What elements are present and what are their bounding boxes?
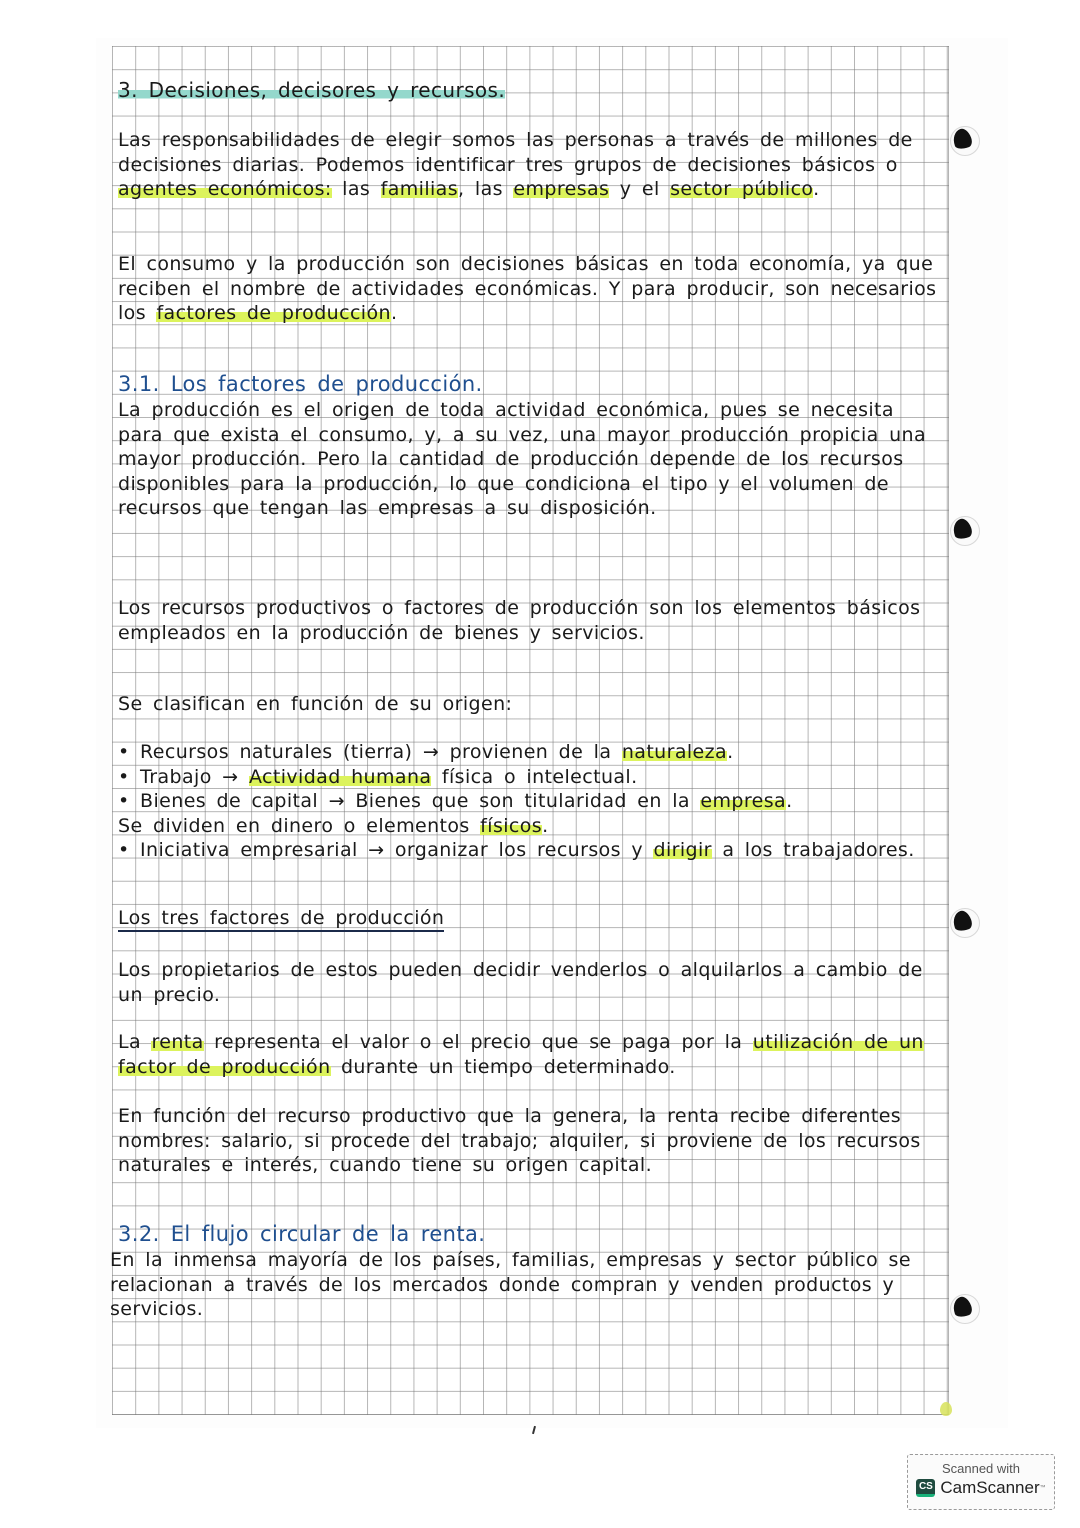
section-3-1-paragraph-2	[118, 596, 938, 645]
text: , las	[458, 178, 514, 200]
text: Recursos naturales (tierra)	[140, 741, 413, 763]
text: representa el valor o el precio que se paga por la	[203, 1031, 753, 1053]
binder-hole-icon	[950, 126, 980, 156]
watermark-caption: Scanned with	[941, 1461, 1021, 1476]
camscanner-logo-icon: CS	[916, 1479, 935, 1497]
trademark: ™	[1039, 1485, 1046, 1491]
section-3-1-paragraph-5	[118, 1030, 938, 1079]
text: Los propietarios de estos pueden decidir venderlos o alquilarlos a cambio de un precio.	[118, 959, 923, 1006]
text: En función del recurso productivo que la genera, la renta recibe diferentes nombres: salario, si procede del trabajo; alquiler, si proviene de los recursos naturales e interés, cuando tiene su origen capital.	[118, 1105, 921, 1176]
section-3-title-text: 3. Decisiones, decisores y recursos.	[118, 78, 506, 102]
text: Iniciativa empresarial	[140, 839, 358, 861]
text: .	[727, 741, 734, 763]
section-3-paragraph-2	[118, 252, 938, 326]
text: En la inmensa mayoría de los países, familias, empresas y sector público se relacionan a través de los mercados donde compran y venden productos y servicios.	[110, 1249, 911, 1320]
arrow-icon: →	[412, 741, 450, 763]
highlight: naturaleza	[621, 741, 728, 763]
watermark-brand-row	[908, 1478, 1054, 1498]
text: Bienes que son titularidad en la	[355, 790, 701, 812]
factors-list	[118, 740, 938, 863]
section-3-2-title-text: 3.2. El flujo circular de la renta.	[118, 1222, 486, 1246]
text: Trabajo	[140, 765, 212, 788]
text: Bienes de capital	[140, 790, 319, 812]
highlight-empresas: empresas	[513, 178, 610, 200]
leaf-mark-icon	[940, 1402, 952, 1416]
section-3-1-paragraph-6	[118, 1104, 938, 1178]
text: .	[786, 790, 793, 812]
highlight-agentes: agentes económicos:	[118, 178, 332, 200]
pen-mark	[532, 1426, 536, 1434]
section-3-title	[118, 78, 938, 103]
section-3-2-paragraph-1	[110, 1248, 930, 1322]
text: .	[390, 302, 398, 324]
section-3-1-title-text: 3.1. Los factores de producción.	[118, 372, 483, 396]
list-item	[118, 789, 938, 814]
section-3-paragraph-1	[118, 128, 938, 202]
text: organizar los recursos y	[394, 839, 654, 861]
binder-hole-icon	[950, 516, 980, 546]
list-item	[118, 838, 938, 863]
text: Las responsabilidades de elegir somos las personas a través de millones de decisiones diarias. Podemos identificar tres grupos de decisiones básicos o	[118, 129, 913, 176]
arrow-icon: →	[357, 839, 395, 861]
text: .	[542, 814, 549, 837]
text: las	[331, 178, 381, 200]
subheading-text: Los tres factores de producción	[118, 907, 444, 932]
list-item-continuation	[118, 814, 938, 839]
text: Se dividen en dinero o elementos	[118, 814, 481, 837]
highlight: físicos	[480, 814, 543, 837]
subheading	[118, 906, 938, 931]
text: provienen de la	[449, 741, 622, 763]
camscanner-watermark	[907, 1454, 1055, 1510]
section-3-1-paragraph-1	[118, 398, 938, 521]
highlight: empresa	[700, 790, 787, 812]
section-3-1-title	[118, 372, 938, 397]
highlight-utilizacion: utilización de un factor de producción	[118, 1031, 924, 1078]
text: física o intelectual.	[431, 765, 638, 788]
binder-hole-icon	[950, 1294, 980, 1324]
arrow-icon: →	[211, 765, 249, 788]
highlight-familias: familias	[380, 178, 459, 200]
text: Los recursos productivos o factores de producción son los elementos básicos empleados en la producción de bienes y servicios.	[118, 597, 921, 644]
text: durante un tiempo determinado.	[330, 1055, 676, 1078]
list-item	[118, 765, 938, 790]
list-item	[118, 740, 938, 765]
highlight: Actividad humana	[248, 765, 432, 788]
section-3-2-title	[118, 1222, 938, 1247]
watermark-brand: CamScanner	[940, 1478, 1040, 1497]
text: La	[118, 1031, 152, 1053]
text: a los trabajadores.	[711, 839, 915, 861]
highlight-factores: factores de producción	[156, 302, 391, 324]
highlight-sector-publico: sector público	[670, 178, 814, 200]
highlight: dirigir	[653, 839, 712, 861]
text: La producción es el origen de toda actividad económica, pues se necesita para que exista el consumo, y, a su vez, una mayor producción propicia una mayor producción. Pero la cantidad de producción depende de los recursos disponibles para la producción, lo que condiciona el tipo y el volumen de recursos que tengan las empresas a su disposición.	[118, 399, 927, 519]
section-3-1-paragraph-4	[118, 958, 938, 1007]
binder-hole-icon	[950, 908, 980, 938]
text: El consumo y la producción son decisiones básicas en toda economía, ya que reciben el nombre de actividades económicas. Y para producir, son necesarios los	[118, 253, 937, 324]
highlight-renta: renta	[151, 1031, 204, 1053]
text: Se clasifican en función de su origen:	[118, 693, 513, 715]
text: y el	[609, 178, 671, 200]
section-3-1-paragraph-3	[118, 692, 938, 717]
text: .	[813, 178, 820, 200]
arrow-icon: →	[318, 790, 356, 812]
